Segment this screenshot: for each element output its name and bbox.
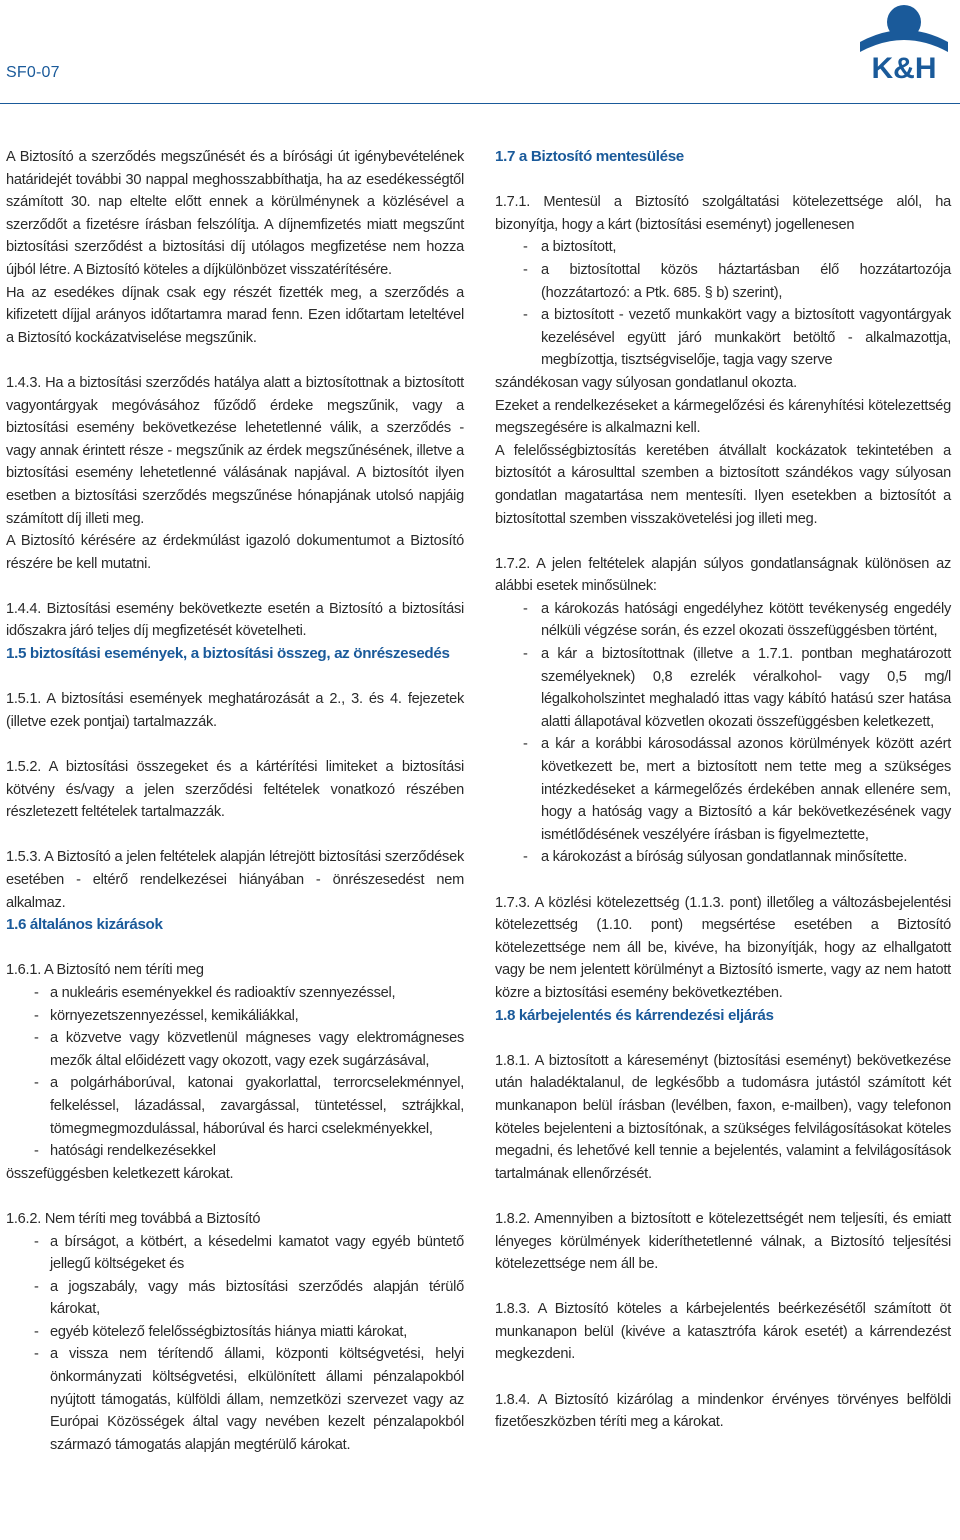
section-1-5-1: 1.5.1. A biztosítási események meghatározását a 2., 3. és 4. fejezetek (illetve ezek pontjai) tartalmazzák. <box>6 691 464 730</box>
list-item: - a bírságot, a kötbért, a késedelmi kamatot vagy egyéb büntető jellegű költségeket és <box>6 1231 464 1276</box>
list-item: - a kár a biztosítottnak (illetve a 1.7.1. pontban meghatározott személyeknek) 0,8 ezrelék véralkohol- vagy 0,5 mg/l légalkoholszintet meghaladó ittas vagy kábító hatású szer hatása alatti állapotával közvetlen okozati összefüggésben keletkezett, <box>495 643 951 733</box>
paragraph: Ha az esedékes díjnak csak egy részét fizették meg, a szerződés a kifizetett díjjal arányos időtartamra marad fenn. Ezen időtartam leteltével a Biztosító kockázatviselése megszűnik. <box>6 284 464 346</box>
list-item: - a közvetve vagy közvetlenül mágneses vagy elektromágneses mezők által előidézett vagy okozott, vagy ezek sugárzásával, <box>6 1027 464 1072</box>
section-1-8-3: 1.8.3. A Biztosító köteles a kárbejelentés beérkezésétől számított öt munkanapon belül (kivéve a katasztrófa károk esetét) a kárrendezést megkezdeni. <box>495 1301 951 1363</box>
section-1-4-4: 1.4.4. Biztosítási esemény bekövetkezte esetén a Biztosító a biztosítási időszakra járó teljes díj megfizetését követelheti. <box>6 600 464 640</box>
negligence-list <box>495 598 951 869</box>
list-item: - a károkozást a bíróság súlyosan gondatlannak minősítette. <box>495 846 951 869</box>
paragraph: Ezeket a rendelkezéseket a kármegelőzési és kárenyhítési kötelezettség megszegésére is alkalmazni kell. <box>495 397 951 437</box>
list-item: - környezetszennyezéssel, kemikáliákkal, <box>6 1005 464 1028</box>
heading-1-6: 1.6 általános kizárások <box>6 916 163 934</box>
list-item: - a biztosított - vezető munkakört vagy a biztosított vagyontárgyak kezelésével együtt járó munkakört betöltő - alkalmazottja, megbízottja, tisztségviselője, tagja vagy szerve <box>495 304 951 372</box>
heading-1-5: 1.5 biztosítási események, a biztosítási összeg, az önrészesedés <box>6 645 450 663</box>
document-code: SF0-07 <box>6 64 60 81</box>
list-item: - a nukleáris eseményekkel és radioaktív szennyezéssel, <box>6 982 464 1005</box>
list-item: - a károkozás hatósági engedélyhez kötött tevékenység engedély nélküli végzése során, és ezzel okozati összefüggésben történt, <box>495 598 951 643</box>
logo-text: K&H <box>871 52 937 80</box>
kh-logo-mark <box>854 2 954 80</box>
header-divider <box>0 103 960 104</box>
section-1-8-4: 1.8.4. A Biztosító kizárólag a mindenkor érvényes törvényes belföldi fizetőeszközben téríti meg a károkat. <box>495 1391 951 1431</box>
section-1-7-3: 1.7.3. A közlési kötelezettség (1.1.3. pont) illetőleg a változásbejelentési kötelezettség (1.10. pont) megsértése esetében a Biztosító kötelezettsége nem áll be, kivéve, ha bizonyítják, hogy az elhallgatott vagy be nem jelentett körülményt a Biztosító ismerte, vagy az nem hatott közre a biztosítási esemény bekövetkeztében. <box>495 894 951 1001</box>
paragraph: szándékosan vagy súlyosan gondatlanul okozta. <box>495 374 797 391</box>
section-1-8-1: 1.8.1. A biztosított a káreseményt (biztosítási eseményt) bekövetkezése után haladéktalanul, de legkésőbb a tudomásra jutástól számított két munkanapon belül írásban (levélben, faxon, e-mailben), vagy telefonon köteles bejelenteni a biztosítónak, a szükséges felvilágosításokat köteles megadni, és lehetővé kell tennie a bejelentés, valamint a felvilágosítások tartalmának ellenőrzését. <box>495 1052 951 1182</box>
paragraph: A felelősségbiztosítás keretében átvállalt kockázatok tekintetében a biztosítót a károsulttal szemben a biztosított szándékos vagy súlyosan gondatlan magatartása nem mentesíti. Ilyen esetekben a biztosítót a biztosítottal szemben visszakövetelési jog illeti meg. <box>495 442 951 527</box>
list-item: - egyéb kötelező felelősségbiztosítás hiánya miatti károkat, <box>6 1321 464 1344</box>
section-1-4-3: 1.4.3. Ha a biztosítási szerződés hatálya alatt a biztosítottnak a biztosított vagyontárgyak megóvásához fűződő érdeke megszűnik, vagy a biztosítási esemény bekövetkezése lehetetlenné válik, a szerződés - vagy annak érintett része - megszűnik az érdek megszűnésének, illetve a biztosítási esemény lehetetlenné válásának napjával. A biztosítót ilyen esetben a biztosítási szerződés megszűnése hónapjának utolsó napjáig számított díj illeti meg. <box>6 374 464 527</box>
kh-logo <box>854 2 954 80</box>
exemption-list <box>495 236 951 372</box>
right-column <box>495 146 951 1434</box>
list-item: - a vissza nem térítendő állami, központi költségvetési, helyi önkormányzati költségvetési, elkülönített állami pénzalapokból nyújtott támogatás, külföldi állam, nemzetközi szervezet vagy az Európai Közösségek által vagy nevében kezelt pénzalapokból származó támogatás alapján megtérülő károkat. <box>6 1343 464 1456</box>
section-1-8-2: 1.8.2. Amennyiben a biztosított e kötelezettségét nem teljesíti, és emiatt lényeges körülmények kideríthetetlenné válnak, a Biztosító teljesítési kötelezettsége nem áll be. <box>495 1210 951 1273</box>
section-1-6-2: 1.6.2. Nem téríti meg továbbá a Biztosító <box>6 1210 261 1227</box>
list-item: - hatósági rendelkezésekkel <box>6 1140 464 1163</box>
section-1-7-1: 1.7.1. Mentesül a Biztosító szolgáltatási kötelezettsége alól, ha bizonyítja, hogy a kárt (biztosítási eseményt) jogellenesen <box>495 194 951 233</box>
section-1-7-2: 1.7.2. A jelen feltételek alapján súlyos gondatlanságnak különösen az alábbi esetek minősülnek: <box>495 555 951 595</box>
paragraph: A Biztosító kérésére az érdekmúlást igazoló dokumentumot a Biztosító részére be kell mutatni. <box>6 533 464 572</box>
heading-1-8: 1.8 kárbejelentés és kárrendezési eljárás <box>495 1006 774 1024</box>
exclusion-list-2 <box>6 1231 464 1457</box>
paragraph: összefüggésben keletkezett károkat. <box>6 1165 234 1182</box>
exclusion-list-1 <box>6 982 464 1163</box>
section-1-5-3: 1.5.3. A Biztosító a jelen feltételek alapján létrejött biztosítási szerződések esetében - eltérő rendelkezései hiányában - önrészesedést nem alkalmaz. <box>6 849 464 911</box>
section-1-6-1: 1.6.1. A Biztosító nem téríti meg <box>6 962 204 979</box>
list-item: - a polgárháborúval, katonai gyakorlattal, terrorcselekménnyel, felkeléssel, lázadással, zavargással, tüntetéssel, sztrájkkal, tömegmegmozdulással, háborúval és harci cselekményekkel, <box>6 1072 464 1140</box>
left-column <box>6 146 464 1456</box>
paragraph: A Biztosító a szerződés megszűnését és a bírósági út igénybevételének határidejét további 30 nappal meghosszabbíthatja, ha az esedékességtől számított 30. nap eltelte előtt ennek a körülménynek a közlésével a szerződőt a fizetésre írásban felszólítja. A díjnemfizetés miatt megszűnt biztosítási szerződést a biztosítási díj utólagos megfizetése nem hozza újból létre. A Biztosító köteles a díjkülönbözet visszatérítésére. <box>6 149 464 278</box>
list-item: - a kár a korábbi károsodással azonos körülmények között azért következett be, mert a biztosított nem tette meg a szükséges intézkedéseket a kármegelőzés érdekében annak ellenére sem, hogy a hatóság vagy a Biztosító a kár bekövetkezésének vagy ismétlődésének veszélyére írásban is figyelmeztette, <box>495 733 951 846</box>
section-1-5-2: 1.5.2. A biztosítási összegeket és a kártérítési limiteket a biztosítási kötvény és/vagy a jelen szerződési feltételek vonatkozó részében részletezett feltételek tartalmazzák. <box>6 759 464 821</box>
list-item: - a jogszabály, vagy más biztosítási szerződés alapján térülő károkat, <box>6 1276 464 1321</box>
list-item: - a biztosított, <box>495 236 951 259</box>
heading-1-7: 1.7 a Biztosító mentesülése <box>495 148 684 165</box>
list-item: - a biztosítottal közös háztartásban élő hozzátartozója (hozzátartozó: a Ptk. 685. § b) szerint), <box>495 259 951 304</box>
